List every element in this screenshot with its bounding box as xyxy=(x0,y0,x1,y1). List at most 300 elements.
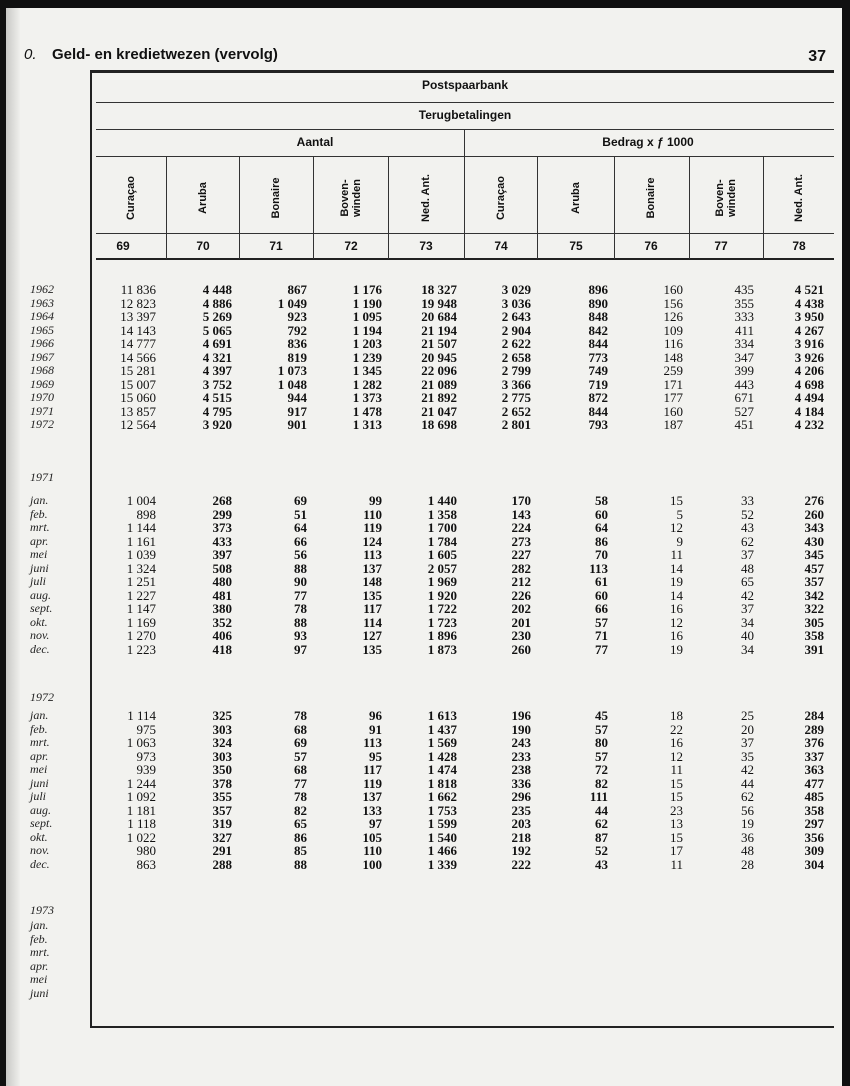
table-cell: 4 232 xyxy=(794,417,824,432)
table-cell: 212 xyxy=(511,574,531,589)
table-cell: 1 095 xyxy=(352,309,382,324)
table-cell: 36 xyxy=(741,829,754,845)
table-cell: 96 xyxy=(369,708,382,723)
table-cell: 3 036 xyxy=(501,295,531,311)
table-cell: 305 xyxy=(804,614,824,630)
column-divider xyxy=(388,156,389,259)
table-cell: 243 xyxy=(511,735,531,750)
table-cell: 872 xyxy=(588,390,608,405)
table-cell: 1 039 xyxy=(126,547,156,562)
table-cell: 17 xyxy=(670,843,683,858)
table-cell: 1 114 xyxy=(127,708,156,723)
table-row xyxy=(6,723,842,737)
table-cell: 11 xyxy=(670,856,683,872)
table-row xyxy=(6,324,842,338)
table-cell: 3 366 xyxy=(501,376,531,392)
table-cell: 4 795 xyxy=(202,403,232,419)
table-cell: 1 753 xyxy=(427,802,457,818)
row-label: jan. xyxy=(30,493,49,507)
table-row xyxy=(6,817,842,831)
table-cell: 3 926 xyxy=(794,349,824,365)
table-cell: 233 xyxy=(511,748,531,764)
table-cell: 90 xyxy=(294,574,307,589)
row-label: feb. xyxy=(30,931,48,946)
table-row xyxy=(6,831,842,845)
table-row xyxy=(6,858,842,872)
table-cell: 1 599 xyxy=(427,816,457,831)
row-label: dec. xyxy=(30,856,50,871)
table-cell: 43 xyxy=(741,520,754,535)
table-cell: 322 xyxy=(804,601,824,616)
table-cell: 69 xyxy=(294,735,307,750)
table-cell: 56 xyxy=(741,802,754,818)
table-cell: 2 652 xyxy=(501,403,531,419)
table-cell: 1 022 xyxy=(126,829,156,845)
column-number-rule xyxy=(96,258,834,260)
table-cell: 109 xyxy=(663,322,683,338)
table-cell: 457 xyxy=(804,560,824,576)
table-cell: 325 xyxy=(212,708,232,723)
table-cell: 443 xyxy=(734,376,754,392)
table-row xyxy=(6,629,842,643)
table-cell: 259 xyxy=(663,363,683,378)
row-label: aug. xyxy=(30,802,51,817)
table-cell: 411 xyxy=(734,322,754,338)
table-cell: 19 948 xyxy=(421,295,457,311)
row-label: dec. xyxy=(30,641,50,656)
table-cell: 842 xyxy=(588,322,608,338)
table-cell: 222 xyxy=(511,856,531,872)
row-label: apr. xyxy=(30,748,49,763)
table-cell: 57 xyxy=(595,614,608,630)
column-divider xyxy=(166,156,167,259)
table-cell: 355 xyxy=(734,295,754,311)
table-cell: 296 xyxy=(511,789,531,804)
row-label: okt. xyxy=(30,829,48,844)
table-cell: 126 xyxy=(663,309,683,324)
column-divider xyxy=(239,156,240,259)
table-row xyxy=(6,790,842,804)
table-cell: 12 564 xyxy=(120,417,156,432)
table-row xyxy=(6,297,842,311)
table-cell: 25 xyxy=(741,708,754,723)
table-cell: 62 xyxy=(741,533,754,549)
table-cell: 12 xyxy=(670,748,683,764)
table-row xyxy=(6,736,842,750)
table-cell: 77 xyxy=(294,587,307,603)
table-cell: 57 xyxy=(595,748,608,764)
table-cell: 1 540 xyxy=(427,829,457,845)
row-label: 1970 xyxy=(30,390,54,404)
table-cell: 1 270 xyxy=(126,628,156,643)
table-cell: 14 777 xyxy=(120,336,156,351)
table-cell: 347 xyxy=(734,349,754,365)
table-cell: 37 xyxy=(741,547,754,562)
table-cell: 3 752 xyxy=(202,376,232,392)
row-label: 1972 xyxy=(30,690,54,704)
table-cell: 357 xyxy=(804,574,824,589)
table-cell: 14 143 xyxy=(120,322,156,338)
table-cell: 60 xyxy=(595,587,608,603)
table-cell: 1 169 xyxy=(126,614,156,630)
table-cell: 78 xyxy=(294,601,307,616)
table-cell: 303 xyxy=(212,748,232,764)
row-label: 1968 xyxy=(30,363,54,377)
table-cell: 227 xyxy=(511,547,531,562)
table-cell: 86 xyxy=(294,829,307,845)
column-number: 69 xyxy=(116,239,130,253)
table-cell: 4 698 xyxy=(794,376,824,392)
table-cell: 23 xyxy=(670,802,683,818)
table-cell: 16 xyxy=(670,628,683,643)
table-cell: 343 xyxy=(804,520,824,535)
table-cell: 2 057 xyxy=(427,560,457,576)
table-cell: 124 xyxy=(362,533,382,549)
table-cell: 137 xyxy=(362,789,382,804)
table-cell: 373 xyxy=(212,520,232,535)
table-cell: 148 xyxy=(362,574,382,589)
table-cell: 399 xyxy=(734,363,754,378)
table-cell: 896 xyxy=(588,282,608,297)
table-row xyxy=(6,844,842,858)
table-cell: 148 xyxy=(663,349,683,365)
table-cell: 19 xyxy=(670,574,683,589)
row-label: juni xyxy=(30,560,49,575)
section-marker: 0. xyxy=(24,46,37,63)
table-cell: 15 060 xyxy=(120,390,156,405)
column-number: 75 xyxy=(569,239,583,253)
row-label: 1971 xyxy=(30,470,54,484)
row-label: 1969 xyxy=(30,376,54,391)
table-cell: 391 xyxy=(804,641,824,657)
table-cell: 1 092 xyxy=(126,789,156,804)
table-cell: 45 xyxy=(595,708,608,723)
column-header: Curaçao xyxy=(125,175,137,221)
table-cell: 898 xyxy=(136,506,156,522)
table-cell: 1 181 xyxy=(126,802,156,818)
group-title: Postspaarbank xyxy=(421,78,509,92)
table-cell: 11 xyxy=(670,547,683,562)
table-cell: 350 xyxy=(212,762,232,777)
row-label: aug. xyxy=(30,587,51,602)
table-cell: 224 xyxy=(511,520,531,535)
table-cell: 1 437 xyxy=(427,721,457,737)
table-cell: 117 xyxy=(363,601,382,616)
table-cell: 1 700 xyxy=(427,520,457,535)
table-cell: 378 xyxy=(212,775,232,791)
table-cell: 435 xyxy=(734,282,754,297)
table-cell: 836 xyxy=(287,336,307,351)
table-cell: 1 144 xyxy=(126,520,156,535)
table-cell: 88 xyxy=(294,560,307,576)
table-cell: 5 xyxy=(676,506,683,522)
table-cell: 1 147 xyxy=(126,601,156,616)
table-cell: 15 xyxy=(670,493,683,508)
table-cell: 65 xyxy=(294,816,307,831)
table-cell: 48 xyxy=(741,843,754,858)
column-header: Bonaire xyxy=(645,177,657,219)
table-cell: 34 xyxy=(741,614,754,630)
column-number: 77 xyxy=(714,239,728,253)
table-cell: 1 223 xyxy=(126,641,156,657)
table-cell: 890 xyxy=(588,295,608,311)
table-cell: 20 xyxy=(741,721,754,737)
column-header: Aruba xyxy=(570,182,582,214)
table-cell: 86 xyxy=(595,533,608,549)
table-bottom-rule xyxy=(90,1026,834,1028)
table-cell: 1 244 xyxy=(126,775,156,791)
table-cell: 82 xyxy=(595,775,608,791)
table-cell: 170 xyxy=(511,493,531,508)
table-cell: 113 xyxy=(363,547,382,562)
row-label: mrt. xyxy=(30,735,50,749)
column-number: 73 xyxy=(419,239,433,253)
table-cell: 406 xyxy=(212,628,232,643)
table-cell: 4 521 xyxy=(794,282,824,297)
table-cell: 88 xyxy=(294,856,307,872)
row-label: mrt. xyxy=(30,945,50,959)
table-cell: 1 373 xyxy=(352,390,382,405)
table-row xyxy=(6,535,842,549)
table-cell: 93 xyxy=(294,628,307,643)
column-header: Boven-winden xyxy=(714,179,738,217)
column-header: Boven-winden xyxy=(339,179,363,217)
table-row xyxy=(6,709,842,723)
table-cell: 66 xyxy=(595,601,608,616)
table-row xyxy=(6,548,842,562)
row-label: 1964 xyxy=(30,309,54,323)
table-cell: 226 xyxy=(511,587,531,603)
table-cell: 1 605 xyxy=(427,547,457,562)
table-cell: 917 xyxy=(287,403,307,419)
table-cell: 336 xyxy=(511,775,531,791)
table-cell: 319 xyxy=(212,816,232,831)
table-cell: 719 xyxy=(588,376,608,392)
table-cell: 12 823 xyxy=(120,295,156,311)
table-cell: 110 xyxy=(363,506,382,522)
table-cell: 65 xyxy=(741,574,754,589)
table-cell: 116 xyxy=(663,336,683,351)
aantal-label: Aantal xyxy=(296,135,334,149)
table-cell: 1 282 xyxy=(352,376,382,392)
row-label: 1963 xyxy=(30,295,54,310)
table-cell: 3 920 xyxy=(202,417,232,432)
table-cell: 1 339 xyxy=(427,856,457,872)
table-cell: 363 xyxy=(804,762,824,777)
table-cell: 1 251 xyxy=(126,574,156,589)
row-label: jan. xyxy=(30,708,49,722)
table-cell: 863 xyxy=(136,856,156,872)
table-cell: 333 xyxy=(734,309,754,324)
table-cell: 97 xyxy=(369,816,382,831)
table-cell: 57 xyxy=(294,748,307,764)
table-cell: 2 799 xyxy=(501,363,531,378)
table-row xyxy=(6,804,842,818)
row-label: mei xyxy=(30,547,48,561)
table-cell: 196 xyxy=(511,708,531,723)
table-cell: 477 xyxy=(804,775,824,791)
table-cell: 4 515 xyxy=(202,390,232,405)
row-label: feb. xyxy=(30,506,48,521)
table-cell: 113 xyxy=(589,560,608,576)
table-cell: 82 xyxy=(294,802,307,818)
table-cell: 19 xyxy=(670,641,683,657)
table-cell: 44 xyxy=(741,775,754,791)
table-cell: 3 916 xyxy=(794,336,824,351)
table-cell: 88 xyxy=(294,614,307,630)
table-cell: 358 xyxy=(804,802,824,818)
bedrag-label: Bedrag x ƒ 1000 xyxy=(602,135,694,149)
table-cell: 56 xyxy=(294,547,307,562)
row-label: 1962 xyxy=(30,282,54,296)
table-cell: 51 xyxy=(294,506,307,522)
table-cell: 21 089 xyxy=(421,376,457,392)
table-cell: 61 xyxy=(595,574,608,589)
table-cell: 527 xyxy=(734,403,754,419)
column-divider xyxy=(614,156,615,259)
table-cell: 16 xyxy=(670,601,683,616)
table-cell: 5 269 xyxy=(202,309,232,324)
row-label: 1967 xyxy=(30,349,54,364)
table-cell: 62 xyxy=(595,816,608,831)
table-cell: 18 xyxy=(670,708,683,723)
table-cell: 793 xyxy=(588,417,608,432)
column-divider xyxy=(763,156,764,259)
table-cell: 44 xyxy=(595,802,608,818)
table-cell: 380 xyxy=(212,601,232,616)
table-cell: 192 xyxy=(511,843,531,858)
table-cell: 16 xyxy=(670,735,683,750)
row-label: nov. xyxy=(30,628,50,642)
column-number: 74 xyxy=(494,239,508,253)
aantal-bedrag-divider xyxy=(464,129,465,259)
row-label: 1972 xyxy=(30,417,54,431)
table-cell: 202 xyxy=(511,601,531,616)
table-cell: 91 xyxy=(369,721,382,737)
table-cell: 11 836 xyxy=(120,282,156,297)
table-cell: 33 xyxy=(741,493,754,508)
table-cell: 1 073 xyxy=(277,363,307,378)
table-cell: 1 818 xyxy=(427,775,457,791)
table-row xyxy=(6,391,842,405)
table-cell: 97 xyxy=(294,641,307,657)
table-cell: 70 xyxy=(595,547,608,562)
table-cell: 77 xyxy=(595,641,608,657)
column-number: 78 xyxy=(792,239,806,253)
table-cell: 114 xyxy=(363,614,382,630)
table-cell: 52 xyxy=(595,843,608,858)
table-row xyxy=(6,418,842,432)
table-cell: 21 194 xyxy=(421,322,457,338)
column-divider xyxy=(537,156,538,259)
table-cell: 160 xyxy=(663,403,683,419)
table-cell: 1 969 xyxy=(427,574,457,589)
table-cell: 135 xyxy=(362,587,382,603)
table-cell: 430 xyxy=(804,533,824,549)
table-cell: 13 397 xyxy=(120,309,156,324)
table-cell: 273 xyxy=(511,533,531,549)
table-cell: 11 xyxy=(670,762,683,777)
table-cell: 127 xyxy=(362,628,382,643)
table-cell: 133 xyxy=(362,802,382,818)
table-cell: 37 xyxy=(741,601,754,616)
table-cell: 268 xyxy=(212,493,232,508)
table-cell: 4 321 xyxy=(202,349,232,365)
column-divider xyxy=(313,156,314,259)
table-cell: 1 920 xyxy=(427,587,457,603)
table-cell: 944 xyxy=(287,390,307,405)
table-cell: 1 784 xyxy=(427,533,457,549)
table-cell: 20 684 xyxy=(421,309,457,324)
table-row xyxy=(6,750,842,764)
table-cell: 334 xyxy=(734,336,754,351)
table-row xyxy=(6,337,842,351)
table-cell: 9 xyxy=(676,533,683,549)
table-cell: 975 xyxy=(136,721,156,737)
table-cell: 773 xyxy=(588,349,608,365)
column-header: Ned. Ant. xyxy=(420,174,432,222)
table-cell: 156 xyxy=(663,295,683,311)
table-cell: 4 267 xyxy=(794,322,824,338)
table-cell: 4 206 xyxy=(794,363,824,378)
table-cell: 110 xyxy=(363,843,382,858)
table-row xyxy=(6,351,842,365)
row-label: feb. xyxy=(30,721,48,736)
table-cell: 113 xyxy=(363,735,382,750)
table-cell: 85 xyxy=(294,843,307,858)
table-cell: 288 xyxy=(212,856,232,872)
table-cell: 201 xyxy=(511,614,531,630)
table-cell: 2 658 xyxy=(501,349,531,365)
table-cell: 337 xyxy=(804,748,824,764)
table-cell: 303 xyxy=(212,721,232,737)
table-cell: 15 xyxy=(670,775,683,791)
table-row xyxy=(6,405,842,419)
table-row xyxy=(6,378,842,392)
row-label: mei xyxy=(30,972,48,986)
row-label: okt. xyxy=(30,614,48,629)
table-cell: 1 428 xyxy=(427,748,457,764)
table-cell: 1 004 xyxy=(126,493,156,508)
row-label: jan. xyxy=(30,918,49,932)
table-cell: 48 xyxy=(741,560,754,576)
page-number: 37 xyxy=(808,48,826,65)
table-cell: 12 xyxy=(670,520,683,535)
table-cell: 72 xyxy=(595,762,608,777)
table-row xyxy=(6,310,842,324)
row-label: mei xyxy=(30,762,48,776)
table-cell: 68 xyxy=(294,762,307,777)
table-cell: 21 892 xyxy=(421,390,457,405)
table-cell: 433 xyxy=(212,533,232,549)
table-cell: 12 xyxy=(670,614,683,630)
table-cell: 20 945 xyxy=(421,349,457,365)
table-cell: 1 118 xyxy=(127,816,156,831)
table-cell: 57 xyxy=(595,721,608,737)
column-header: Aruba xyxy=(197,182,209,214)
table-cell: 14 xyxy=(670,587,683,603)
subgroup-title: Terugbetalingen xyxy=(418,108,512,122)
table-cell: 939 xyxy=(136,762,156,777)
table-row xyxy=(6,589,842,603)
table-cell: 1 722 xyxy=(427,601,457,616)
table-row xyxy=(6,283,842,297)
table-cell: 844 xyxy=(588,336,608,351)
table-cell: 1 161 xyxy=(126,533,156,549)
table-cell: 135 xyxy=(362,641,382,657)
row-label: apr. xyxy=(30,533,49,548)
table-cell: 345 xyxy=(804,547,824,562)
